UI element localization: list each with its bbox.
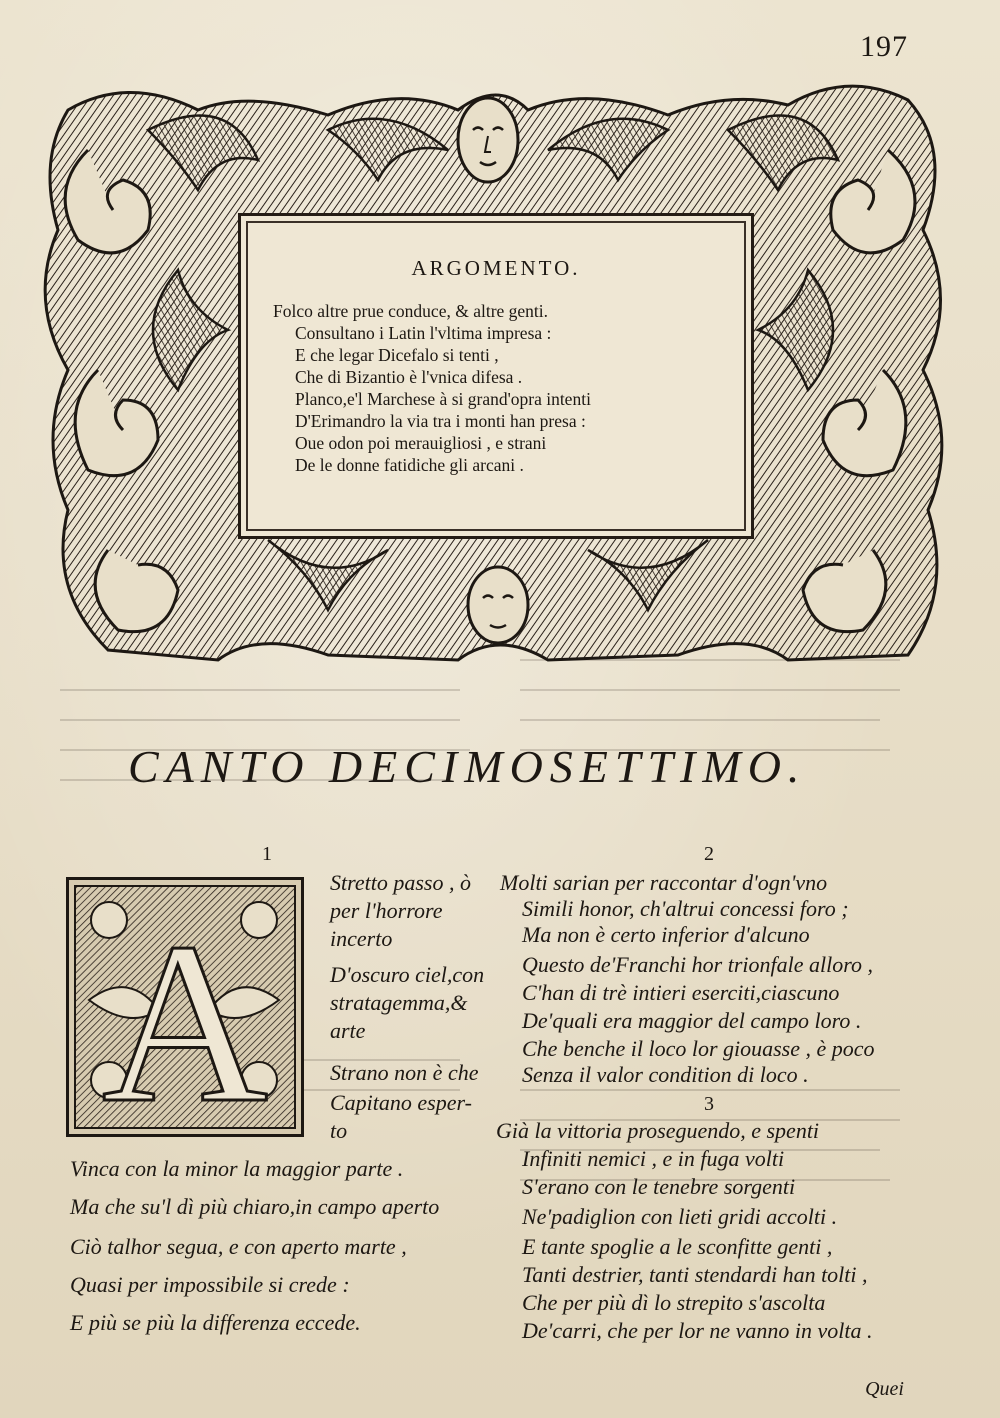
verse-line: Ne'padiglion con lieti gridi accolti . bbox=[522, 1204, 838, 1229]
verse-line: Che benche il loco lor giouasse , è poco bbox=[522, 1036, 875, 1061]
verse-line: Senza il valor condition di loco . bbox=[522, 1062, 809, 1087]
initial-letter: A bbox=[101, 895, 269, 1134]
verse-line: Quasi per impossibile si crede : bbox=[70, 1272, 350, 1297]
verse-line: E più se più la differenza eccede. bbox=[70, 1310, 361, 1335]
argomento-line: De le donne fatidiche gli arcani . bbox=[295, 455, 524, 475]
verse-line: Questo de'Franchi hor trionfale alloro , bbox=[522, 952, 873, 977]
decorated-initial bbox=[66, 877, 304, 1137]
verse-line: arte bbox=[330, 1018, 366, 1043]
argomento-line: Consultano i Latin l'vltima impresa : bbox=[295, 323, 552, 343]
verse-line: D'oscuro ciel,con bbox=[330, 962, 485, 987]
verse-line: S'erano con le tenebre sorgenti bbox=[522, 1174, 796, 1199]
verse-line: Strano non è che bbox=[330, 1060, 479, 1085]
stanza-number: 3 bbox=[704, 1093, 714, 1115]
verse-line: Ma non è certo inferior d'alcuno bbox=[522, 922, 810, 947]
verse-line: Che per più dì lo strepito s'ascolta bbox=[522, 1290, 826, 1315]
canto-title: CANTO DECIMOSETTIMO. bbox=[128, 741, 807, 792]
argomento-line: D'Erimandro la via tra i monti han presa : bbox=[295, 411, 586, 431]
verse-line: Tanti destrier, tanti stendardi han tolti , bbox=[522, 1262, 868, 1287]
stanza-number: 2 bbox=[704, 843, 714, 865]
verse-line: Molti sarian per raccontar d'ogn'vno bbox=[500, 870, 828, 895]
verse-line: De'quali era maggior del campo loro . bbox=[522, 1008, 862, 1033]
verse-line: Ma che su'l dì più chiaro,in campo aperto bbox=[70, 1194, 440, 1219]
verse-line: Ciò talhor segua, e con aperto marte , bbox=[70, 1234, 407, 1259]
verse-line: stratagemma,& bbox=[330, 990, 468, 1015]
verse-line: Vinca con la minor la maggior parte . bbox=[70, 1156, 404, 1181]
verse-line: Capitano esper- bbox=[330, 1090, 472, 1115]
verse-line: Infiniti nemici , e in fuga volti bbox=[522, 1146, 785, 1171]
verse-line: Già la vittoria proseguendo, e spenti bbox=[496, 1118, 820, 1143]
bottom-mask-ornament bbox=[468, 567, 528, 643]
page-number: 197 bbox=[860, 30, 908, 63]
verse-line: Simili honor, ch'altrui concessi foro ; bbox=[522, 896, 849, 921]
top-mask-ornament bbox=[458, 98, 518, 182]
argomento-title: ARGOMENTO. bbox=[411, 256, 581, 280]
catchword: Quei bbox=[865, 1378, 904, 1400]
argomento-line: E che legar Dicefalo si tenti , bbox=[295, 345, 499, 365]
verse-line: Stretto passo , ò bbox=[330, 870, 471, 895]
argomento-line: Folco altre prue conduce, & altre genti. bbox=[273, 301, 549, 321]
argomento-line: Che di Bizantio è l'vnica difesa . bbox=[295, 367, 523, 387]
argomento-cartouche bbox=[238, 213, 754, 539]
verse-line: E tante spoglie a le sconfitte genti , bbox=[522, 1234, 833, 1259]
initial-ornament bbox=[69, 880, 301, 1134]
argomento-verses bbox=[273, 300, 591, 476]
verse-line: C'han di trè intieri eserciti,ciascuno bbox=[522, 980, 840, 1005]
verse-line: De'carri, che per lor ne vanno in volta . bbox=[522, 1318, 873, 1343]
argomento-line: Planco,e'l Marchese à si grand'opra intenti bbox=[295, 389, 591, 409]
argomento-line: Oue odon poi merauigliosi , e strani bbox=[295, 433, 547, 453]
stanza-number: 1 bbox=[262, 843, 272, 865]
verse-line: per l'horrore bbox=[330, 898, 443, 923]
verse-line: to bbox=[330, 1118, 348, 1143]
verse-line: incerto bbox=[330, 926, 393, 951]
